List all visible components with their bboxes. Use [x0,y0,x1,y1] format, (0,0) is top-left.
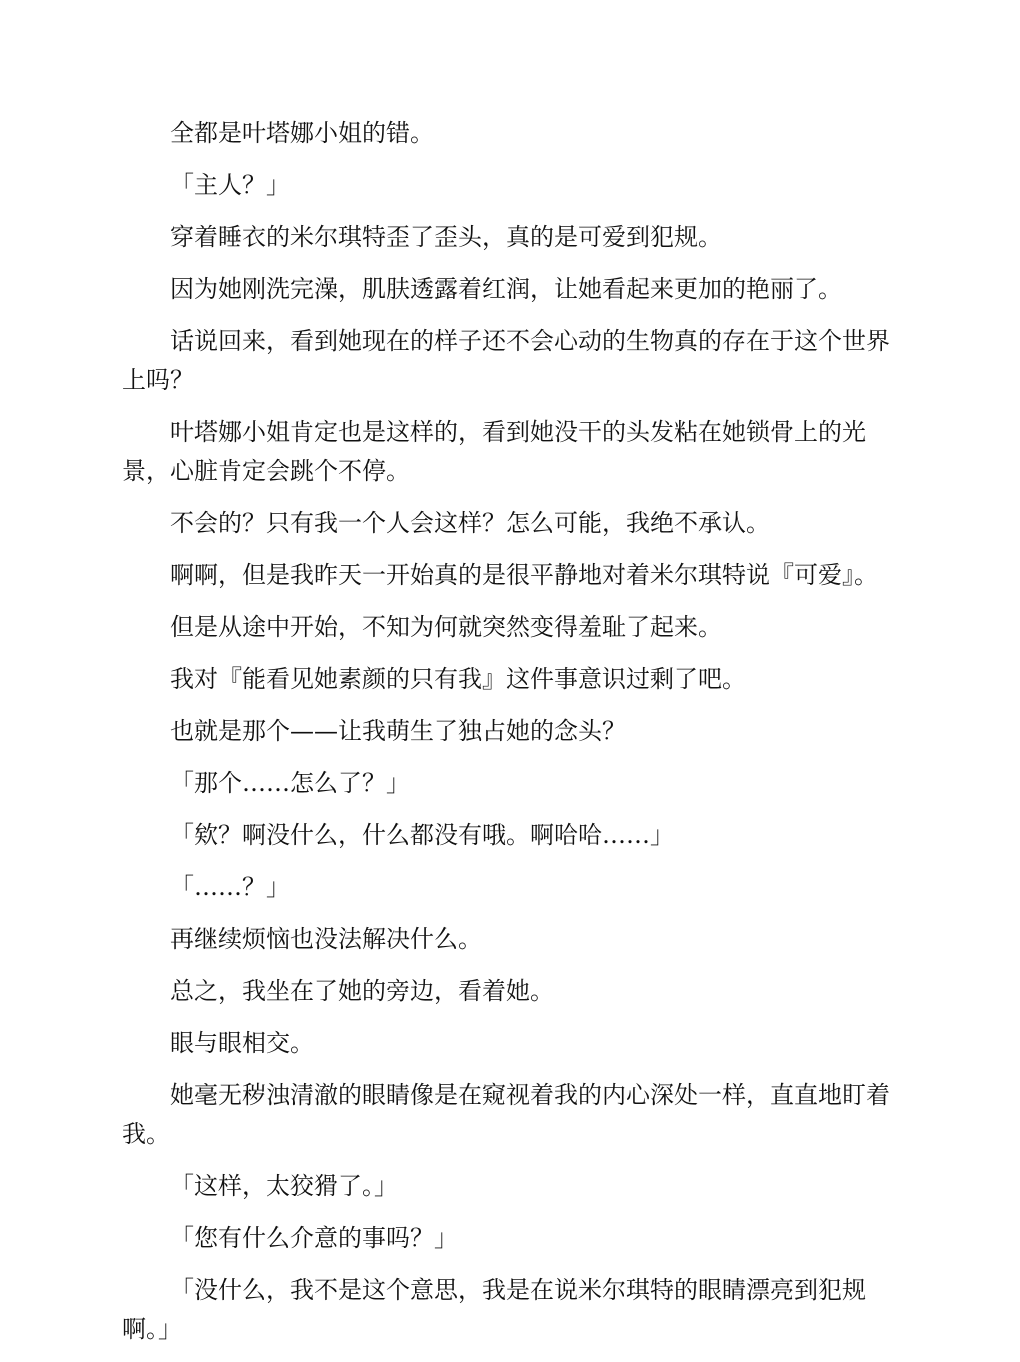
paragraph: 话说回来，看到她现在的样子还不会心动的生物真的存在于这个世界上吗？ [122,327,890,394]
paragraph: 穿着睡衣的米尔琪特歪了歪头，真的是可爱到犯规。 [170,223,722,251]
paragraph: 再继续烦恼也没法解决什么。 [170,925,482,953]
paragraph: 「那个……怎么了？」 [170,769,410,797]
paragraph: 全都是叶塔娜小姐的错。 [170,119,434,147]
paragraph: 「没什么，我不是这个意思，我是在说米尔琪特的眼睛漂亮到犯规啊。」 [122,1276,866,1343]
paragraph: 叶塔娜小姐肯定也是这样的，看到她没干的头发粘在她锁骨上的光景，心脏肯定会跳个不停。 [122,418,866,485]
paragraph: 「您有什么介意的事吗？」 [170,1224,458,1252]
paragraph: 但是从途中开始，不知为何就突然变得羞耻了起来。 [170,613,722,641]
paragraph: 也就是那个——让我萌生了独占她的念头？ [170,717,626,745]
paragraph: 她毫无秽浊清澈的眼睛像是在窥视着我的内心深处一样，直直地盯着我。 [122,1081,890,1148]
paragraph: 总之，我坐在了她的旁边，看着她。 [170,977,554,1005]
paragraph: 因为她刚洗完澡，肌肤透露着红润，让她看起来更加的艳丽了。 [170,275,842,303]
text-body [122,114,904,1362]
paragraph: 「主人？」 [170,171,290,199]
paragraph: 眼与眼相交。 [170,1029,314,1057]
paragraph: 不会的？只有我一个人会这样？怎么可能，我绝不承认。 [170,509,770,537]
paragraph: 「这样，太狡猾了。」 [170,1172,398,1200]
paragraph: 啊啊，但是我昨天一开始真的是很平静地对着米尔琪特说『可爱』。 [170,561,878,589]
paragraph: 我对『能看见她素颜的只有我』这件事意识过剩了吧。 [170,665,746,693]
paragraph: 「欸？啊没什么，什么都没有哦。啊哈哈……」 [170,821,674,849]
paragraph: 「……？」 [170,873,290,901]
